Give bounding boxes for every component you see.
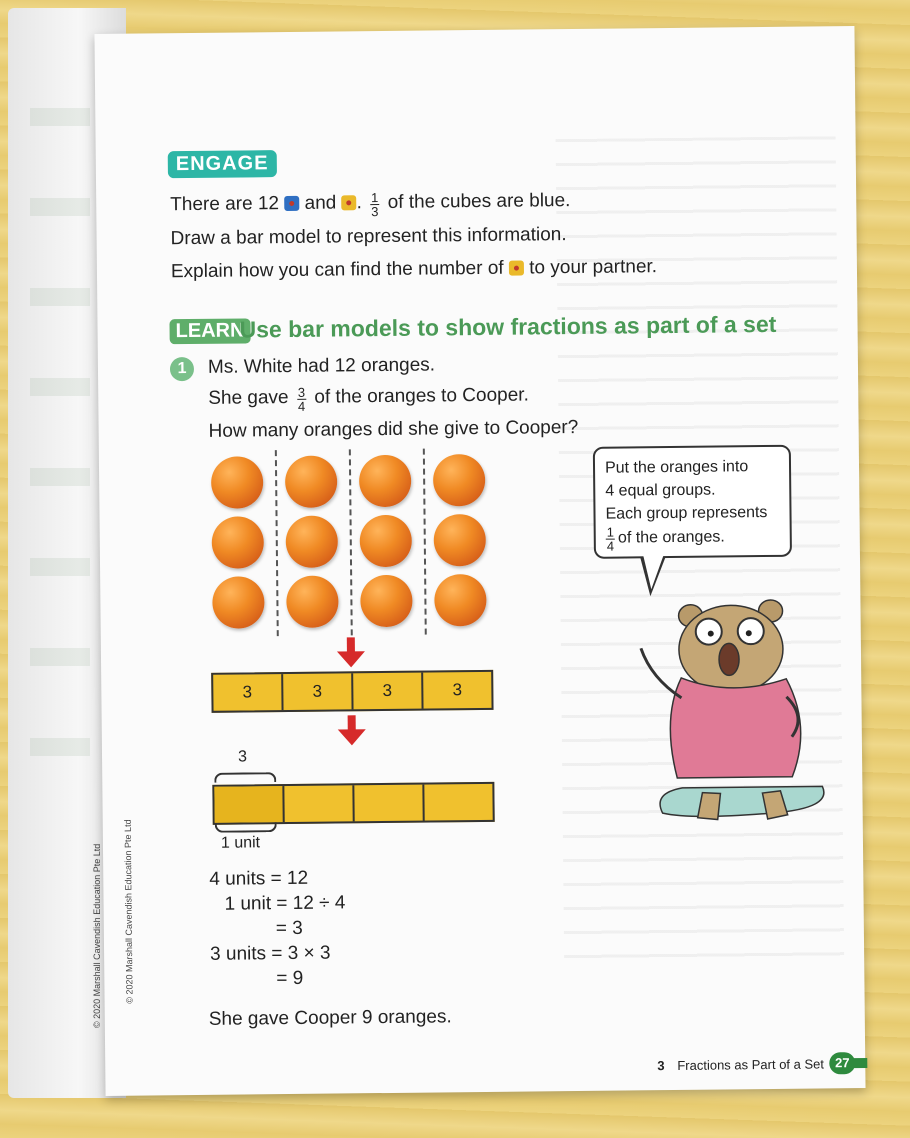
- orange: [286, 515, 339, 568]
- group-divider: [423, 449, 427, 635]
- speech-bubble: [593, 445, 792, 559]
- question-number: 1: [170, 357, 194, 381]
- bar-segment: 3: [213, 674, 283, 711]
- working-line-3: = 3: [275, 917, 303, 940]
- learn-title: Use bar models to show fractions as part of a set: [239, 310, 777, 343]
- question-line-2: [208, 383, 529, 413]
- orange: [359, 455, 412, 508]
- group-divider: [275, 450, 279, 636]
- bar-segment: 3: [283, 673, 353, 710]
- footer-chapter-title: Fractions as Part of a Set: [677, 1056, 825, 1073]
- working-line-5: = 9: [276, 967, 304, 990]
- yellow-cube-icon: [509, 261, 524, 276]
- bar-unit: [284, 785, 354, 822]
- page-number-badge: 27: [829, 1052, 855, 1074]
- yellow-cube-icon: [342, 195, 357, 210]
- orange: [212, 576, 265, 629]
- brace-label: 3: [237, 748, 248, 766]
- textbook-page: [94, 26, 865, 1096]
- bar-unit: [354, 785, 424, 822]
- fraction-one-quarter: $\frac{1}{4}$: [606, 524, 615, 554]
- orange: [211, 456, 264, 509]
- bar-unit: [214, 786, 284, 823]
- copyright-left: © 2020 Marshall Cavendish Education Pte Ltd: [92, 843, 102, 1028]
- fraction-one-third: $\frac{1}{3}$: [371, 190, 379, 220]
- engage-line-1-post: of the cubes are blue.: [387, 190, 571, 213]
- bar-unit: [424, 784, 492, 821]
- unit-label: 1 unit: [220, 834, 261, 852]
- bubble-line-3: Each group represents: [605, 503, 768, 523]
- orange: [212, 516, 265, 569]
- engage-line-3-pre: Explain how you can find the number of: [170, 257, 504, 283]
- orange: [286, 575, 339, 628]
- orange: [433, 454, 486, 507]
- bar-segment: 3: [353, 673, 423, 710]
- bubble-line-2: 4 equal groups.: [605, 481, 716, 500]
- group-divider: [349, 449, 353, 635]
- bear-character-illustration: [620, 586, 853, 828]
- engage-tag: ENGAGE: [168, 150, 277, 178]
- fraction-three-quarters: $\frac{3}{4}$: [297, 384, 306, 414]
- bubble-line-1: Put the oranges into: [604, 458, 749, 477]
- working-line-4: 3 units = 3 × 3: [209, 942, 331, 965]
- question-line-1: Ms. White had 12 oranges.: [207, 354, 436, 378]
- orange: [360, 515, 413, 568]
- engage-line-2: Draw a bar model to represent this information.: [170, 224, 567, 250]
- bottom-brace: [215, 822, 277, 833]
- engage-line-1-pre: There are 12: [170, 193, 280, 216]
- answer-text: She gave Cooper 9 oranges.: [208, 1006, 452, 1030]
- engage-line-1: There are 12 and . $\frac{1}{3}$ of the cubes are blue.: [170, 190, 571, 220]
- bar-model-groups: [211, 670, 493, 713]
- blue-cube-icon: [284, 196, 299, 211]
- bubble-tail-fill: [643, 554, 664, 589]
- footer-chapter-number: 3: [657, 1058, 665, 1074]
- show-through-left: [30, 108, 90, 808]
- engage-line-1-and: and: [304, 192, 337, 214]
- bar-segment: 3: [452, 680, 463, 700]
- orange: [360, 575, 413, 628]
- bubble-line-4: $\frac{1}{4}$ of the oranges.: [606, 524, 725, 554]
- question-line-2-pre: She gave: [208, 386, 289, 409]
- working-line-1: 4 units = 12: [209, 867, 309, 890]
- orange: [434, 574, 487, 627]
- orange: [285, 455, 338, 508]
- question-line-3: How many oranges did she give to Cooper?: [208, 416, 579, 442]
- working-line-2: 1 unit = 12 ÷ 4: [224, 892, 346, 915]
- question-line-2-post: of the oranges to Cooper.: [314, 384, 529, 408]
- top-brace: [214, 772, 276, 783]
- copyright-margin: © 2020 Marshall Cavendish Education Pte Ltd: [122, 819, 135, 1004]
- orange: [434, 514, 487, 567]
- learn-tag: LEARN: [169, 318, 250, 344]
- bar-model-units: [212, 782, 494, 825]
- footer-green-tab: [853, 1058, 867, 1068]
- engage-line-3-post: to your partner.: [529, 256, 658, 279]
